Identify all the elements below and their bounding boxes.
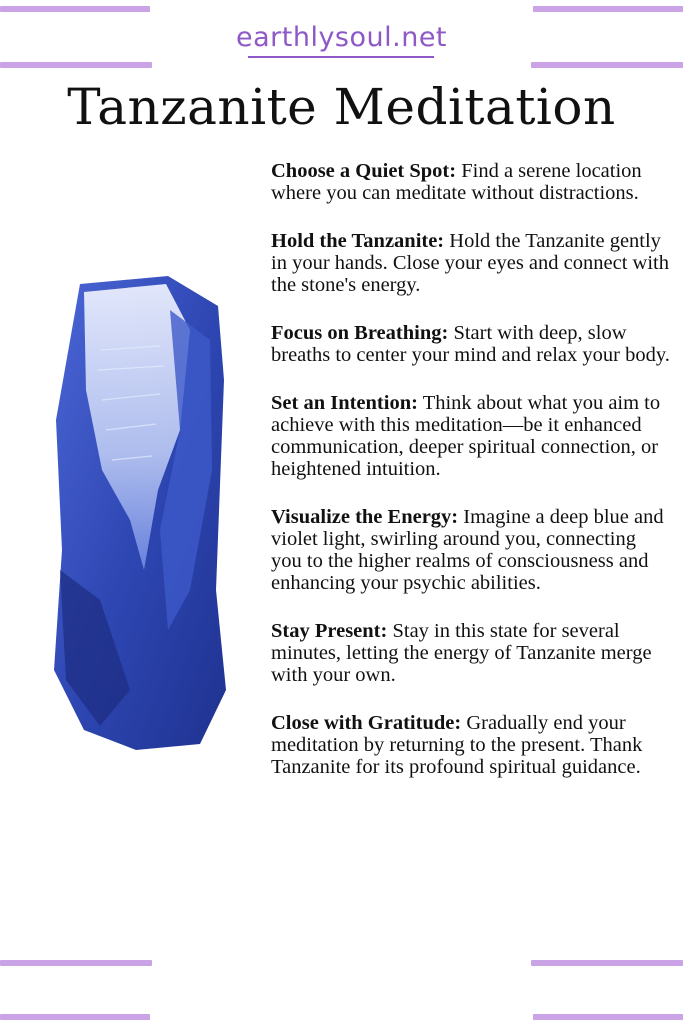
- decor-bar-top-right: [533, 6, 683, 12]
- step-text: Stay in this state for several minutes, letting the energy of Tanzanite merge with your own.: [271, 620, 652, 686]
- step-text: Find a serene location where you can meditate without distractions.: [271, 160, 642, 204]
- step-heading: Focus on Breathing:: [271, 322, 449, 344]
- step-visualize-the-energy: [271, 506, 671, 594]
- step-heading: Hold the Tanzanite:: [271, 230, 445, 252]
- decor-bar-footer-left: [0, 1014, 150, 1020]
- step-close-with-gratitude: [271, 712, 671, 778]
- decor-bar-bottom-left: [0, 960, 152, 966]
- step-focus-on-breathing: [271, 322, 671, 366]
- step-text: Imagine a deep blue and violet light, swirling around you, connecting you to the higher realms of consciousness and enhancing your psychic abilities.: [271, 506, 664, 594]
- step-text: Start with deep, slow breaths to center your mind and relax your body.: [271, 322, 670, 366]
- site-logo[interactable]: earthlysoul.net: [235, 22, 448, 53]
- decor-bar-bottom-right: [531, 960, 683, 966]
- step-hold-the-tanzanite: [271, 230, 671, 296]
- step-set-an-intention: [271, 392, 671, 480]
- step-heading: Choose a Quiet Spot:: [271, 160, 457, 182]
- step-stay-present: [271, 620, 671, 686]
- decor-bar-footer-right: [533, 1014, 683, 1020]
- step-heading: Set an Intention:: [271, 392, 418, 414]
- tanzanite-crystal-image: [40, 270, 240, 760]
- step-text: Gradually end your meditation by returning to the present. Thank Tanzanite for its profound spiritual guidance.: [271, 712, 643, 778]
- step-text: Think about what you aim to achieve with this meditation—be it enhanced communication, deeper spiritual connection, or heightened intuition.: [271, 392, 661, 480]
- meditation-steps-list: [271, 160, 671, 804]
- logo-underline: [248, 56, 434, 58]
- decor-bar-top-left: [0, 6, 150, 12]
- step-heading: Visualize the Energy:: [271, 506, 459, 528]
- step-choose-quiet-spot: [271, 160, 671, 204]
- decor-bar-upper-left: [0, 62, 152, 68]
- decor-bar-upper-right: [531, 62, 683, 68]
- step-text: Hold the Tanzanite gently in your hands. Close your eyes and connect with the stone's energy.: [271, 230, 669, 296]
- step-heading: Close with Gratitude:: [271, 712, 462, 734]
- step-heading: Stay Present:: [271, 620, 388, 642]
- page-title: Tanzanite Meditation: [67, 78, 616, 136]
